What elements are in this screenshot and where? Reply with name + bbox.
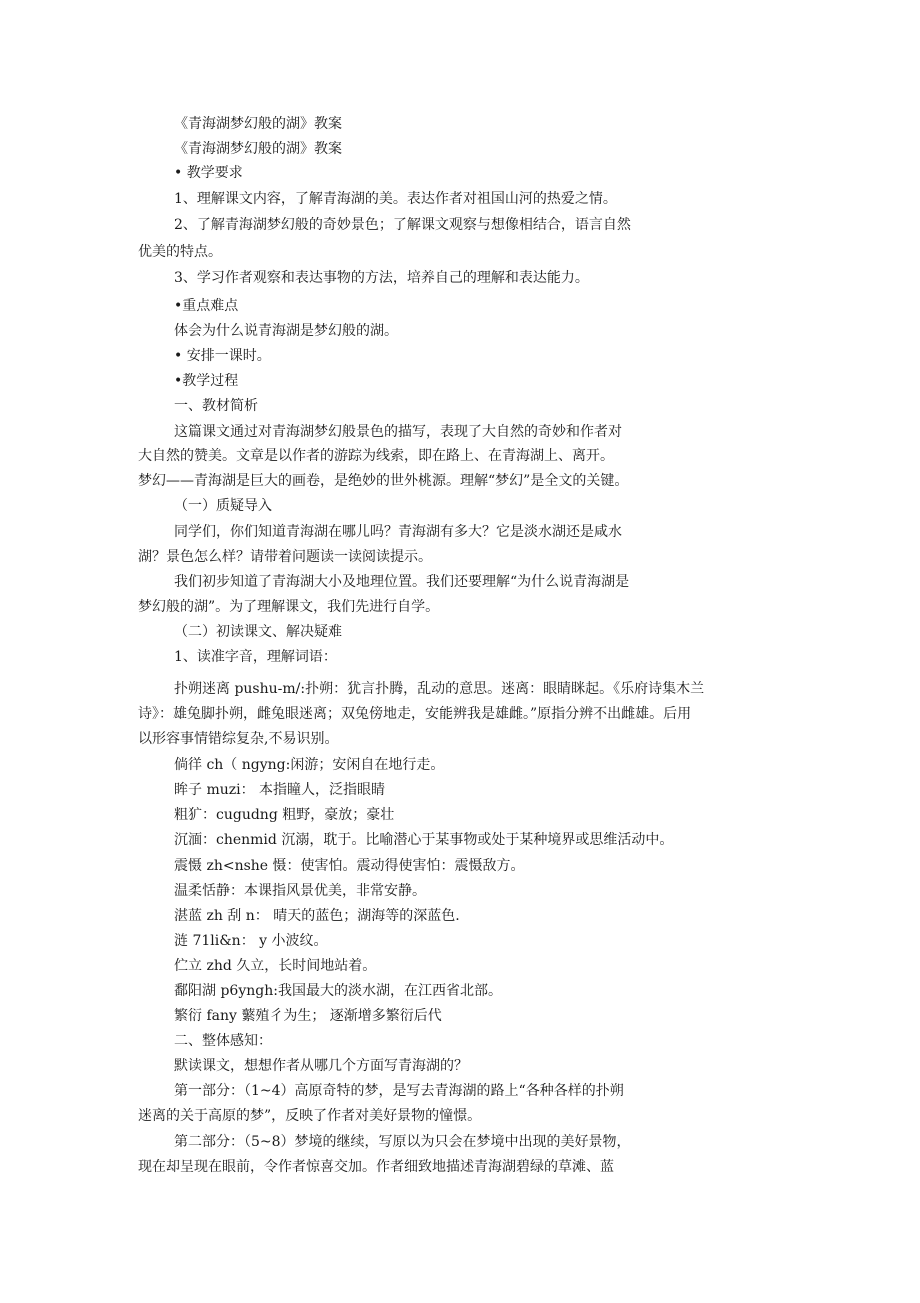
section-heading: • 教学要求 xyxy=(174,165,243,181)
paragraph-line: 默读课文，想想作者从哪几个方面写青海湖的？ xyxy=(174,1058,468,1074)
paragraph-line: 梦幻——青海湖是巨大的画卷，是绝妙的世外桃源。理解“梦幻”是全文的关键。 xyxy=(138,473,629,489)
paragraph-line: 我们初步知道了青海湖大小及地理位置。我们还要理解“为什么说青海湖是 xyxy=(174,574,630,590)
vocabulary-entry: 倘徉 ch（ ngyng:闲游；安闲自在地行走。 xyxy=(174,757,445,773)
paragraph-line: 迷离的关于高原的梦”，反映了作者对美好景物的憧憬。 xyxy=(138,1108,482,1124)
vocabulary-entry: 湛蓝 zh 刮 n： 晴天的蓝色；湖海等的深蓝色. xyxy=(174,908,460,924)
paragraph-line: 第一部分：（1~4）高原奇特的梦，是写去青海湖的路上“各种各样的扑朔 xyxy=(174,1083,624,1099)
paragraph-line: 第二部分：（5~8）梦境的继续，写原以为只会在梦境中出现的美好景物， xyxy=(174,1134,631,1150)
paragraph-line: 梦幻般的湖”。为了理解课文，我们先进行自学。 xyxy=(138,599,440,615)
section-heading: 一、教材简析 xyxy=(174,398,258,414)
paragraph-line: 体会为什么说青海湖是梦幻般的湖。 xyxy=(174,323,398,339)
paragraph-line: 这篇课文通过对青海湖梦幻般景色的描写，表现了大自然的奇妙和作者对 xyxy=(174,424,622,440)
vocabulary-entry: 诗》：雄兔脚扑朔，雌兔眼迷离；双兔傍地走，安能辨我是雄雌。”原指分辨不出雌雄。后用 xyxy=(138,706,692,722)
vocabulary-entry: 温柔恬静：本课指风景优美，非常安静。 xyxy=(174,883,426,899)
vocabulary-entry: 涟 71li&n： y 小波纹。 xyxy=(174,933,328,949)
paragraph-line: 大自然的赞美。文章是以作者的游踪为线索，即在路上、在青海湖上、离开。 xyxy=(138,448,614,464)
vocabulary-entry: 以形容事情错综复杂,不易识别。 xyxy=(138,731,339,747)
paragraph-line: 同学们，你们知道青海湖在哪儿吗？青海湖有多大？它是淡水湖还是咸水 xyxy=(174,524,622,540)
vocabulary-entry: 沉湎：chenmid 沉溺，耽于。比喻潜心于某事物或处于某种境界或思维活动中。 xyxy=(174,832,674,848)
section-heading: （一）质疑导入 xyxy=(174,498,272,514)
vocabulary-entry: 鄱阳湖 p6yngh:我国最大的淡水湖，在江西省北部。 xyxy=(174,983,502,999)
vocabulary-entry: 粗犷：cugudng 粗野，豪放；豪壮 xyxy=(174,807,395,823)
document-subtitle: 《青海湖梦幻般的湖》教案 xyxy=(174,141,342,157)
section-heading: •教学过程 xyxy=(174,373,239,389)
paragraph-line: 优美的特点。 xyxy=(138,244,222,260)
vocabulary-entry: 震慑 zh<nshe 慑：使害怕。震动得使害怕：震慑敌方。 xyxy=(174,858,525,874)
vocabulary-entry: 扑朔迷离 pushu-m/:扑朔：犹言扑腾，乱动的意思。迷离：眼睛眯起。《乐府诗集木兰 xyxy=(174,681,705,697)
section-heading: （二）初读课文、解决疑难 xyxy=(174,624,342,640)
paragraph-line: 2、了解青海湖梦幻般的奇妙景色；了解课文观察与想像相结合，语言自然 xyxy=(174,217,631,233)
paragraph-line: • 安排一课时。 xyxy=(174,348,271,364)
section-heading: •重点难点 xyxy=(174,298,239,314)
paragraph-line: 现在却呈现在眼前，令作者惊喜交加。作者细致地描述青海湖碧绿的草滩、蓝 xyxy=(138,1159,614,1175)
paragraph-line: 湖？景色怎么样？请带着问题读一读阅读提示。 xyxy=(138,549,432,565)
section-heading: 二、整体感知： xyxy=(174,1033,272,1049)
document-title: 《青海湖梦幻般的湖》教案 xyxy=(174,116,342,132)
vocabulary-entry: 繁衍 fany 蘩殖彳为生； 逐渐增多繁衍后代 xyxy=(174,1008,442,1024)
paragraph-line: 1、理解课文内容，了解青海湖的美。表达作者对祖国山河的热爱之情。 xyxy=(174,191,617,207)
vocabulary-entry: 伫立 zhd 久立，长时间地站着。 xyxy=(174,958,377,974)
paragraph-line: 3、学习作者观察和表达事物的方法，培养自己的理解和表达能力。 xyxy=(174,270,589,286)
paragraph-line: 1、读准字音，理解词语： xyxy=(174,649,337,665)
vocabulary-entry: 眸子 muzi： 本指瞳人，泛指眼睛 xyxy=(174,782,386,798)
